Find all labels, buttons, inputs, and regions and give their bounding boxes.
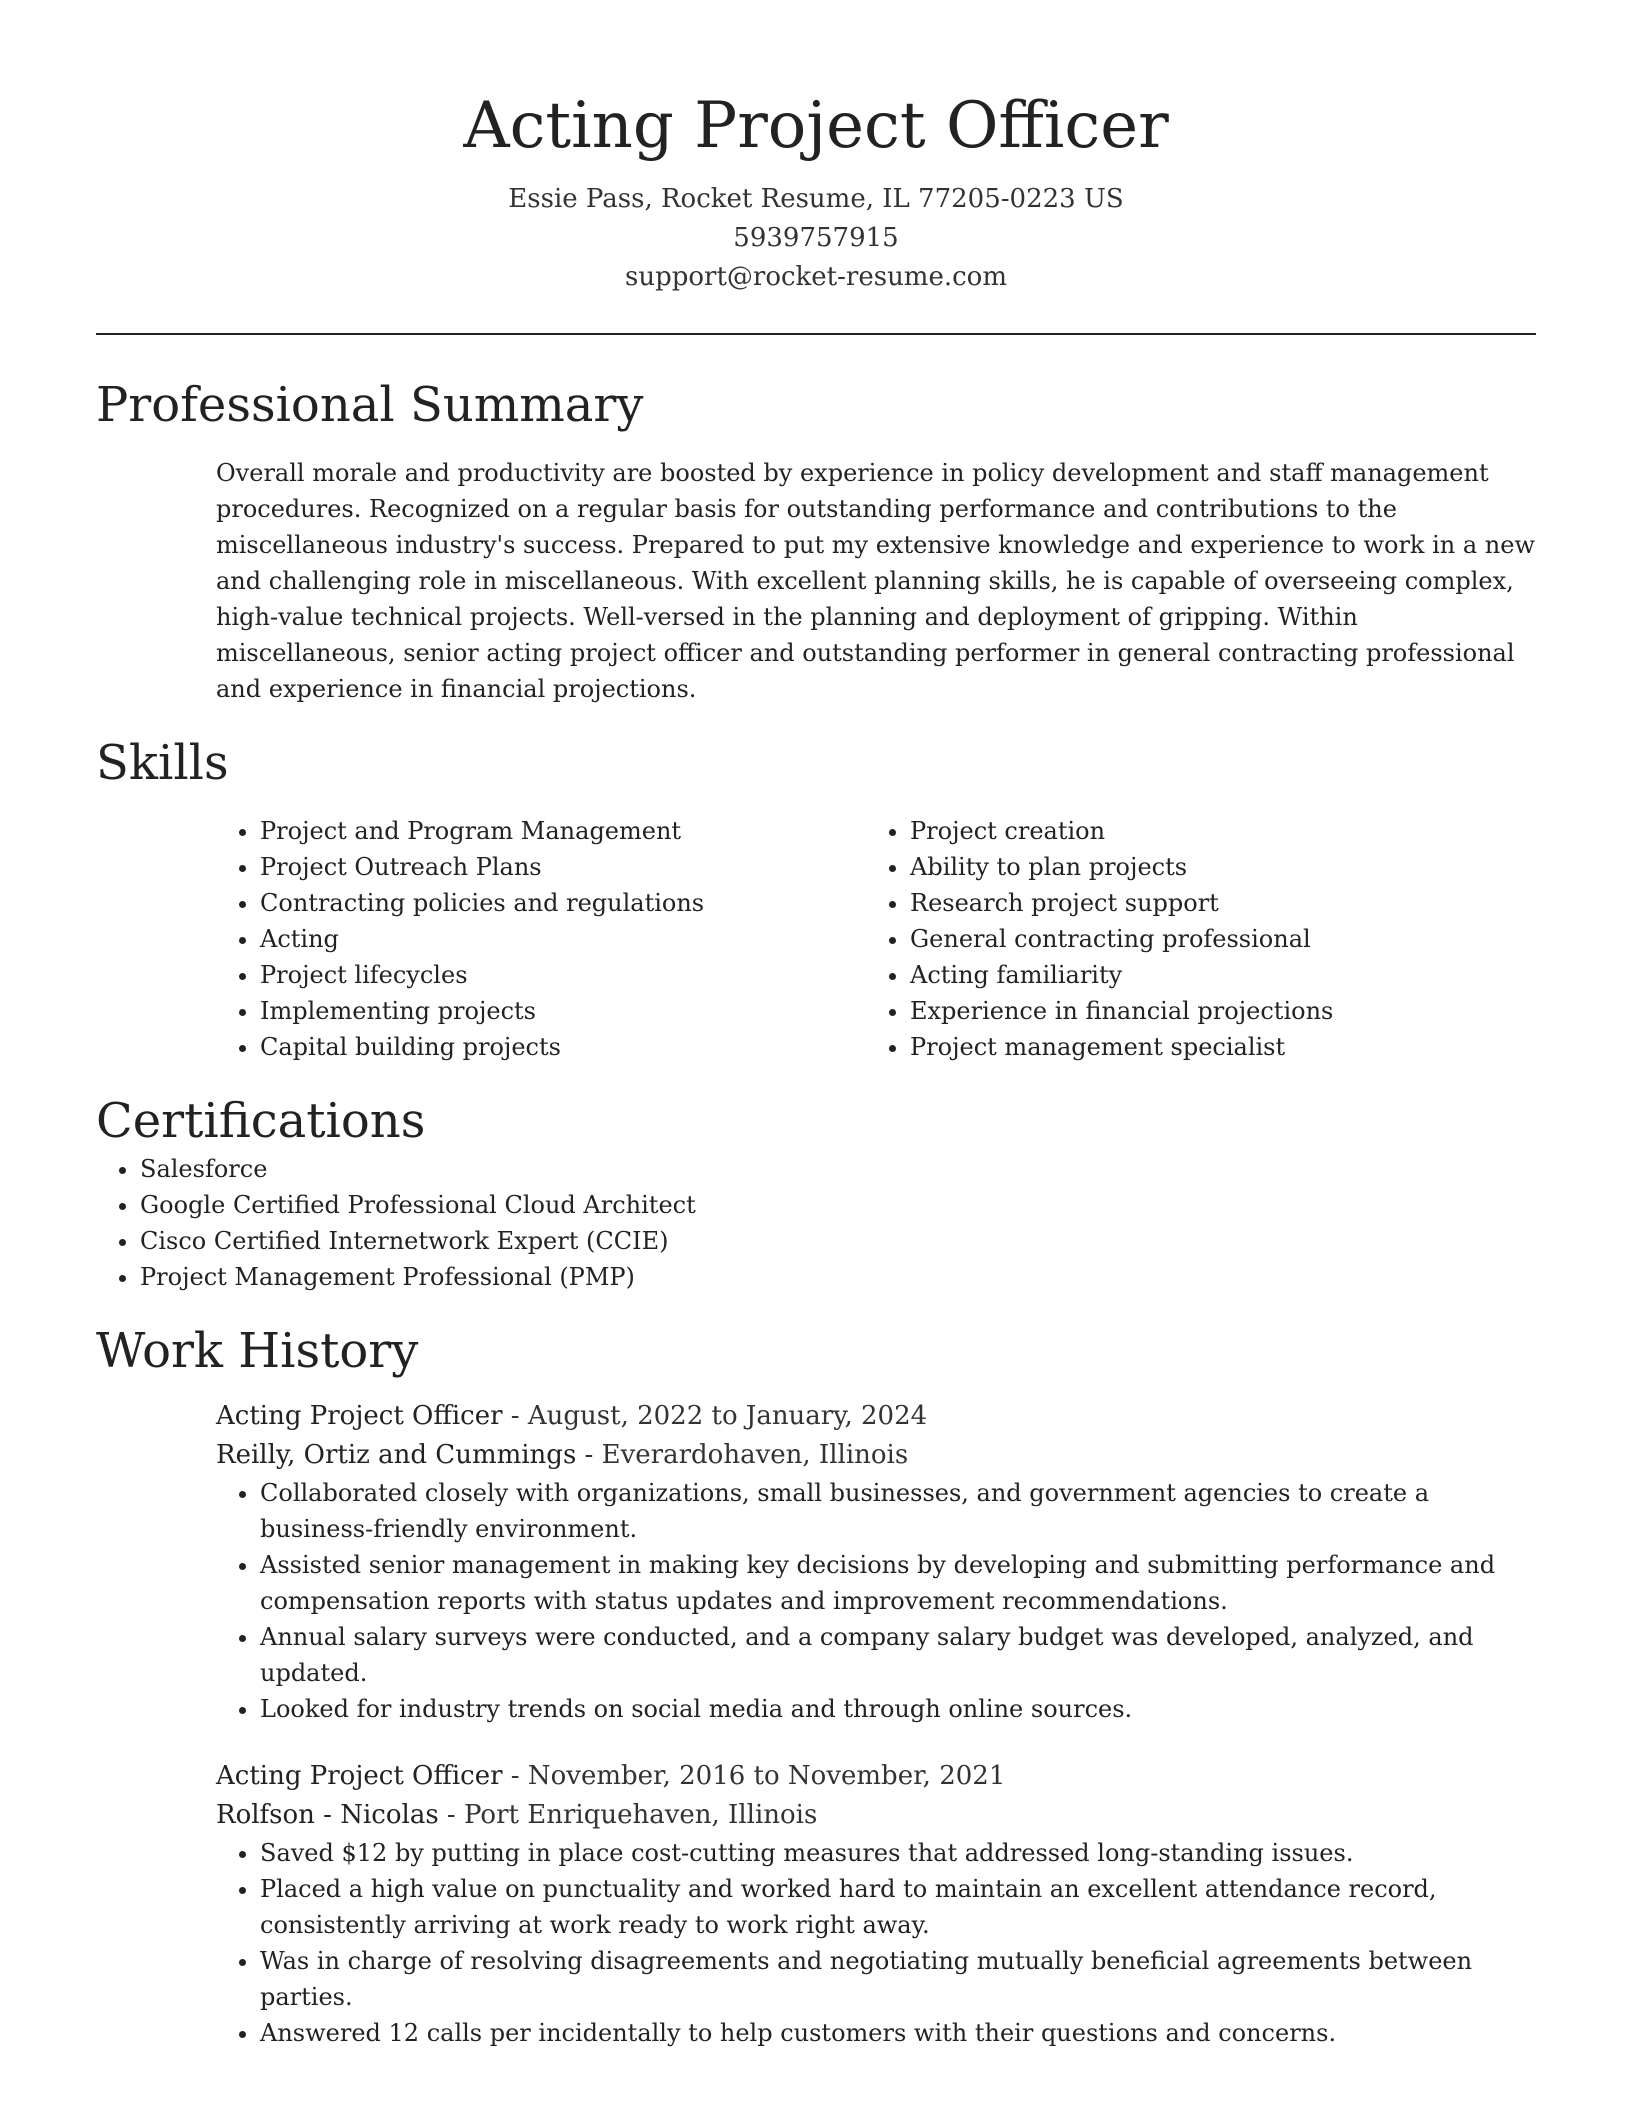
job-title: Acting Project Officer <box>216 1761 503 1791</box>
header-divider <box>96 333 1536 335</box>
skill-item: • Research project support <box>910 885 1516 921</box>
job-duties-list <box>216 1835 1536 2051</box>
resume-page <box>96 0 1536 2051</box>
job-duty-item: • Placed a high value on punctuality and worked hard to maintain an excellent attendance record, consistently arriving at work ready to work right away. <box>260 1871 1536 1943</box>
job-location: - Everardohaven, Illinois <box>576 1440 909 1470</box>
job-company: Reilly, Ortiz and Cummings <box>216 1440 577 1470</box>
work-history-section <box>96 1321 1536 2051</box>
job-duty-item: • Annual salary surveys were conducted, and a company salary budget was developed, analyzed, and updated. <box>260 1619 1536 1691</box>
job-duty-item: • Was in charge of resolving disagreements and negotiating mutually beneficial agreements between parties. <box>260 1943 1536 2015</box>
job-duty-item: • Collaborated closely with organizations, small businesses, and government agencies to create a business-friendly environment. <box>260 1475 1536 1547</box>
certifications-section <box>96 1091 1536 1295</box>
job-dates: - November, 2016 to November, 2021 <box>502 1761 1006 1791</box>
job-location: - Port Enriquehaven, Illinois <box>438 1800 818 1830</box>
contact-email: support@rocket-resume.com <box>624 262 1007 292</box>
document-title: Acting Project Officer <box>463 89 1169 163</box>
certifications-heading: Certifications <box>96 1093 426 1149</box>
job-duty-item: • Answered 12 calls per incidentally to help customers with their questions and concerns. <box>260 2015 1536 2051</box>
contact-phone: 5939757915 <box>733 223 899 253</box>
certifications-list <box>96 1151 1536 1295</box>
skill-item: • Project management specialist <box>910 1029 1516 1065</box>
skill-item: • Experience in financial projections <box>910 993 1516 1029</box>
job-duty-item: • Looked for industry trends on social media and through online sources. <box>260 1691 1536 1727</box>
contact-address: Essie Pass, Rocket Resume, IL 77205-0223 US <box>508 184 1124 214</box>
job-dates: - August, 2022 to January, 2024 <box>502 1401 928 1431</box>
certification-item: • Cisco Certified Internetwork Expert (CCIE) <box>140 1223 1536 1259</box>
skills-list-right <box>866 813 1516 1065</box>
job-duty-item: • Assisted senior management in making key decisions by developing and submitting performance and compensation reports with status updates and improvement recommendations. <box>260 1547 1536 1619</box>
skill-item: • Capital building projects <box>260 1029 866 1065</box>
skill-item: • Ability to plan projects <box>910 849 1516 885</box>
job-duties-list <box>216 1475 1536 1727</box>
resume-header <box>96 0 1536 297</box>
job-company-line <box>216 1796 1536 1835</box>
skills-heading: Skills <box>96 735 229 791</box>
skills-list-left <box>216 813 866 1065</box>
skill-item: • Implementing projects <box>260 993 866 1029</box>
summary-section <box>96 375 1536 707</box>
job-company: Rolfson - Nicolas <box>216 1800 439 1830</box>
skill-item: • Acting <box>260 921 866 957</box>
job-title: Acting Project Officer <box>216 1401 503 1431</box>
skills-column-left <box>216 813 866 1065</box>
skill-item: • Acting familiarity <box>910 957 1516 993</box>
summary-text: Overall morale and productivity are boosted by experience in policy development and staff management procedures. Recognized on a regular basis for outstanding performance and contributions to the miscellaneous industry's success. Prepared to put my extensive knowledge and experience to work in a new and challenging role in miscellaneous. With excellent planning skills, he is capable of overseeing complex, high-value technical projects. Well-versed in the planning and deployment of gripping. Within miscellaneous, senior acting project officer and outstanding performer in general contracting professional and experience in financial projections. <box>216 459 1535 703</box>
certification-item: • Google Certified Professional Cloud Architect <box>140 1187 1536 1223</box>
skill-item: • Contracting policies and regulations <box>260 885 866 921</box>
summary-heading: Professional Summary <box>96 377 644 433</box>
skill-item: • General contracting professional <box>910 921 1516 957</box>
job-entry <box>216 1757 1536 2051</box>
job-entry <box>216 1397 1536 1727</box>
work-history-heading: Work History <box>96 1323 419 1379</box>
certification-item: • Salesforce <box>140 1151 1536 1187</box>
job-company-line <box>216 1436 1536 1475</box>
job-duty-item: • Saved $12 by putting in place cost-cutting measures that addressed long-standing issues. <box>260 1835 1536 1871</box>
skills-columns <box>216 813 1536 1065</box>
skills-section <box>96 733 1536 1065</box>
skill-item: • Project and Program Management <box>260 813 866 849</box>
certification-item: • Project Management Professional (PMP) <box>140 1259 1536 1295</box>
skill-item: • Project lifecycles <box>260 957 866 993</box>
skills-column-right <box>866 813 1516 1065</box>
skill-item: • Project Outreach Plans <box>260 849 866 885</box>
skill-item: • Project creation <box>910 813 1516 849</box>
job-title-line <box>216 1397 1536 1436</box>
job-title-line <box>216 1757 1536 1796</box>
